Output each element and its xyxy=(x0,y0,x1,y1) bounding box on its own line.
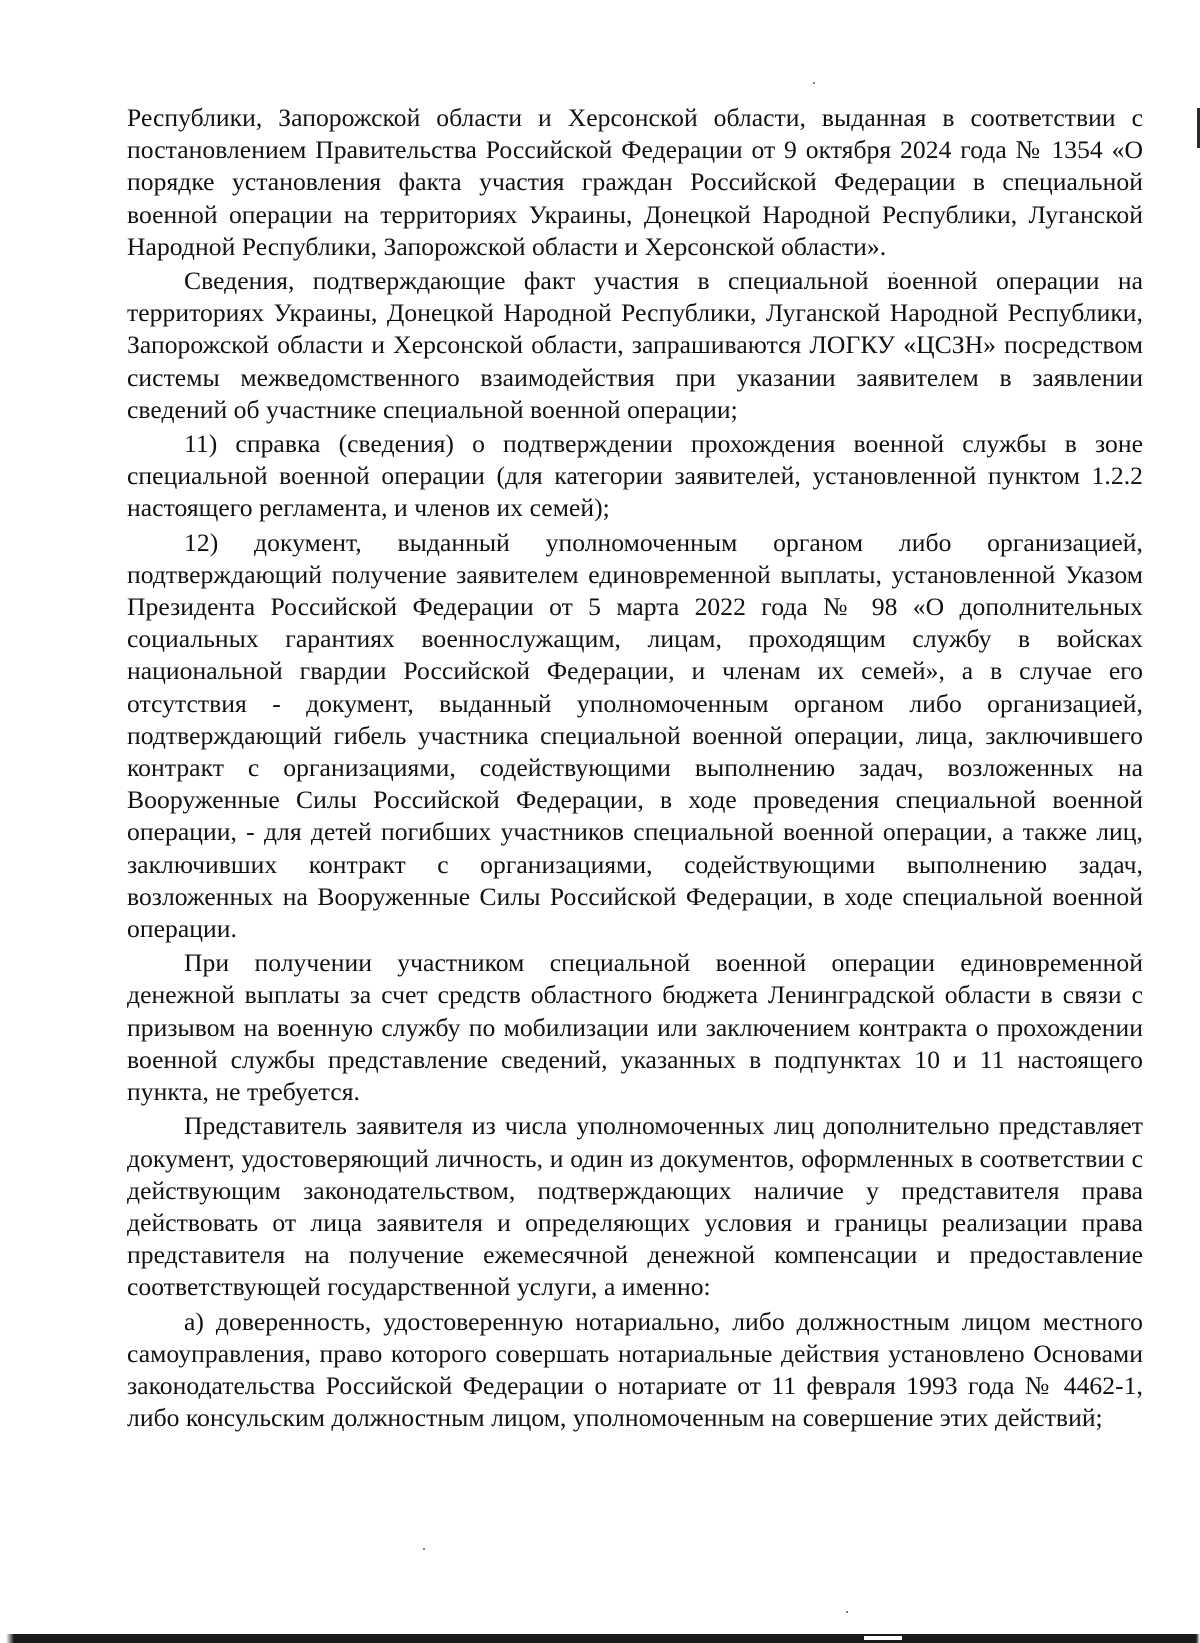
paragraph-item-a: а) доверенность, удостоверенную нотариально, либо должностным лицом местного самоуправления, право которого совершать нотариальные действия установлено Основами законодательства Российской Федерации о нотариате от 11 февраля 1993 года № 4462-1, либо консульским должностным лицом, уполномоченным на совершение этих действий; xyxy=(127,1306,1143,1433)
scan-bottom-edge xyxy=(0,1634,1200,1643)
document-body xyxy=(127,102,1143,1436)
scan-bottom-gap xyxy=(864,1636,902,1640)
paragraph-item-11: 11) справка (сведения) о подтверждении прохождения военной службы в зоне специальной военной операции (для категории заявителей, установленной пунктом 1.2.2 настоящего регламента, и членов их семей); xyxy=(127,429,1143,523)
scan-speck xyxy=(813,82,815,84)
scan-speck xyxy=(423,1548,425,1550)
paragraph-svo-info: Сведения, подтверждающие факт участия в специальной военной операции на территориях Украины, Донецкой Народной Республики, Луганской Народной Республики, Запорожской области и Херсонской области, запрашиваются ЛОГКУ «ЦСЗН» посредством системы межведомственного взаимодействия при указании заявителем в заявлении сведений об участнике специальной военной операции; xyxy=(127,266,1143,424)
scan-speck xyxy=(846,1611,848,1613)
paragraph-item-12: 12) документ, выданный уполномоченным органом либо организацией, подтверждающий получение заявителем единовременной выплаты, установленной Указом Президента Российской Федерации от 5 марта 2022 года № 98 «О дополнительных социальных гарантиях военнослужащим, лицам, проходящим службу в войсках национальной гвардии Российской Федерации, и членам их семей», а в случае его отсутствия - документ, выданный уполномоченным органом либо организацией, подтверждающий гибель участника специальной военной операции, лица, заключившего контракт с организациями, содействующими выполнению задач, возложенных на Вооруженные Силы Российской Федерации, в ходе проведения специальной военной операции, - для детей погибших участников специальной военной операции, а также лиц, заключивших контракт с организациями, содействующими выполнению задач, возложенных на Вооруженные Силы Российской Федерации, в ходе специальной военной операции. xyxy=(127,527,1143,944)
paragraph-representative: Представитель заявителя из числа уполномоченных лиц дополнительно представляет документ, удостоверяющий личность, и один из документов, оформленных в соответствии с действующим законодательством, подтверждающих наличие у представителя права действовать от лица заявителя и определяющих условия и границы реализации права представителя на получение ежемесячной денежной компенсации и предоставление соответствующей государственной услуги, а именно: xyxy=(127,1111,1143,1302)
paragraph-payment-note: При получении участником специальной военной операции единовременной денежной выплаты за счет средств областного бюджета Ленинградской области в связи с призывом на военную службу по мобилизации или заключением контракта о прохождении военной службы представление сведений, указанных в подпунктах 10 и 11 настоящего пункта, не требуется. xyxy=(127,948,1143,1107)
paragraph-continuation: Республики, Запорожской области и Херсонской области, выданная в соответствии с постановлением Правительства Российской Федерации от 9 октября 2024 года № 1354 «О порядке установления факта участия граждан Российской Федерации в специальной военной операции на территориях Украины, Донецкой Народной Республики, Луганской Народной Республики, Запорожской области и Херсонской области». xyxy=(127,103,1143,261)
